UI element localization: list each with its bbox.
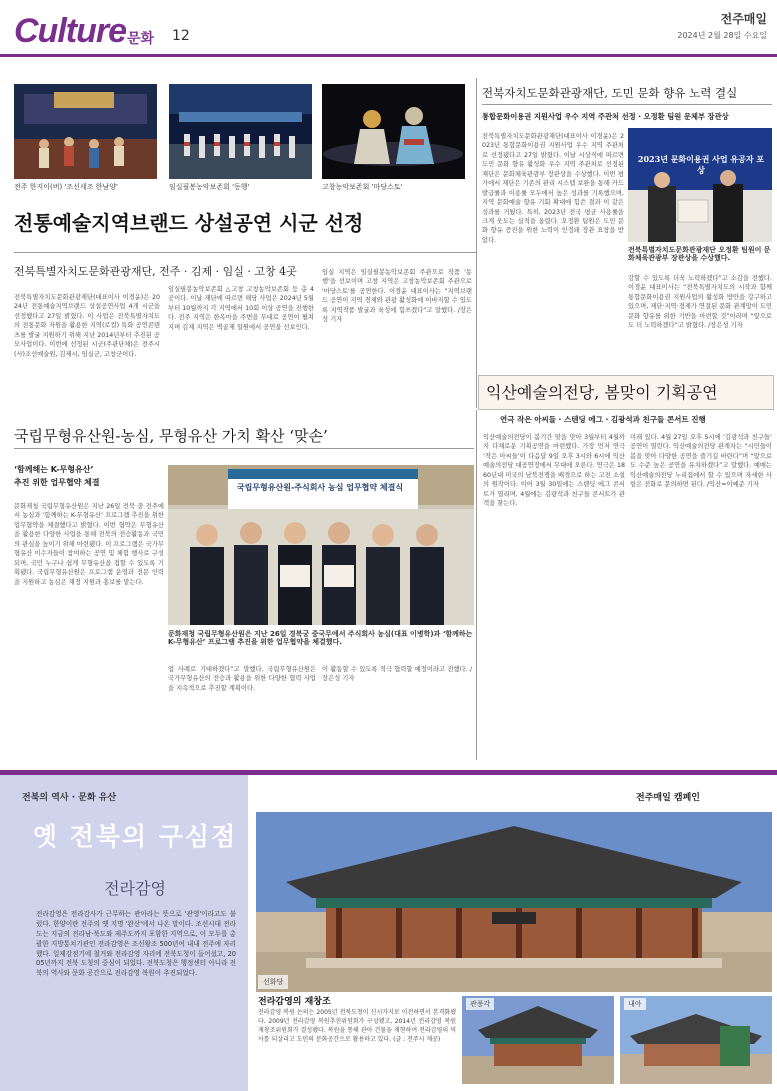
mid-body: 문화재청 국립무형유산원은 지난 26일 전북 중 전주에서 농심과 ‘함께하는 K-무형유산’ 프로그램 추진을 위한 업무협약을 체결했다고 밝혔다. 이번 협약은 무형유산을 활용한 다양한 사업을 통해 전북의 전승활동과 국민의 관심을 높이기 위해 마련됐다. 이 프로그램은 국가무형유산 이수자들이 참여하는 공연 및 체험 행사로 구성되며, 국민 누구나 쉽게 무형유산을 접할 수 있도록 기획됐다. 국립무형유산원은 프로그램 운영과 전문 인력을 지원하고 농심은 재정 지원과 홍보를 맡는다. [14,503,164,586]
photo-performance-2 [169,84,312,179]
mid-body-col2: 업 사례로 기대하겠다”고 말했다. 국립무형유산원은 국가무형유산의 전승과 활용을 위한 다양한 협력 사업을 지속적으로 추진할 계획이다. [168,666,316,692]
tag-gwanpungnu: 관풍각 [466,998,494,1010]
main-subhead: 전북특별자치도문화관광재단, 전주 · 김제 · 임실 · 고창 4곳 [14,265,297,278]
reconstruct-headline: 전라감영의 재창조 [258,997,331,1007]
photo-caption-award: 전북특별자치도문화관광재단 오정환 팀원이 문화체육관광부 장관상을 수상했다. [628,246,771,263]
photo-caption-1: 전주 한지이(버) '조선세조 한남양' [14,183,118,191]
column-divider [476,410,477,760]
photo-banner-mou: 국립무형유산원-주식회사 농심 업무협약 체결식 [236,483,404,492]
heritage-banner: 전북의 역사 · 문화 유산 [22,793,117,803]
photo-seonhwadang [256,812,772,992]
main-article-col1: 전북특별자치도문화관광재단(대표이사 이경윤)은 2024년 전통예술지역브랜드 상설공연사업 4개 시군을 선정했다고 27일 밝혔다. 이 사업은 전북특별자치도의 전통문화 자원을 활용한 지역(로컬) 특화 공연콘텐츠를 발굴 지원하기 위해 지난 2014년부터 추진된 공모사업이다. 이번에 선정된 시군(주관단체)은 전주시(사)조선예술원, 김제시, 임실군, 고창군이다. [14,294,160,358]
tag-naea: 내아 [624,998,646,1010]
photo-caption-mou: 문화재청 국립무형유산원은 지난 26일 경북궁 중국무에서 주식회사 농심(대표 이병학)과 ‘함께하는 K-무형유산’ 프로그램 추진을 위한 업무협약을 체결했다. [168,630,473,647]
iksan-body-col2: 미래 있다. 4월 27일 오후 5시에 ‘김광석과 친구들’ 공연이 열린다. 익산예술의전당 관계자는 “시민들이 봄을 맞아 다양한 공연을 즐기길 바란다”며 “앞으로도 수준 높은 공연을 유치하겠다”고 말했다. 예매는 익산예술의전당 누리집에서 할 수 있으며 자세한 사항은 전화로 문의하면 된다. /익산=이예준 기자 [630,434,772,489]
divider [14,448,474,449]
top-right-subhead: 통합문화이용권 지원사업 우수 지역 주관처 선정 · 오정환 팀원 문체부 장관상 [482,112,729,121]
mid-headline: 국립무형유산원-농심, 무형유산 가치 확산 ‘맞손’ [14,427,328,445]
top-right-headline: 전북자치도문화관광재단, 도민 문화 향유 노력 결실 [482,86,738,100]
reconstruct-body: 전라감영 복원 논의는 2005년 전북도청이 신시가지로 이전하면서 본격화됐다. 2009년 전라감영 복원추진위원회가 구성됐고, 2014년 전라감영 복원 재창조위원회가 결성됐다. 복원을 통해 관아 건물을 재현하여 전라감영의 역사를 되살리고 도민의 문화공간으로 활용하고 있다. (글 : 전주시 제공) [258,1009,456,1043]
header-rule [0,54,777,57]
section-logo: Culture [14,12,126,50]
mid-kicker: ‘함께해는 K-무형유산’ [14,465,94,474]
heritage-title: 옛 전북의 구심점 [32,822,238,851]
issue-date: 2024년 2월 28일 수요일 [677,31,767,40]
heritage-subtitle: 전라감영 [104,879,166,898]
photo-caption-3: 고창농악보존회 '마당스토' [322,183,403,191]
page-header [0,0,777,60]
tag-seonhwadang: 선화당 [258,975,288,989]
newspaper-name: 전주매일 [720,12,767,26]
divider [482,104,772,105]
iksan-subhead: 연극 작은 아씨들 · 스텐딩 에그 · 김광석과 친구들 콘서트 진행 [500,415,706,424]
top-right-col2: 강할 수 있도록 더욱 노력하겠다”고 소감을 전했다. 이경윤 대표이사는 “전북특별자치도의 시작과 함께 통합문화이용권 지원사업의 활성화 방안을 강구하고 있으며, 재단·지역·경제가 연결된 문화 관계망이 도민 문화 향유를 위한 기반을 마련할 것”이라며 “앞으로도 더 노력하겠다”고 밝혔다. /장은성 기자 [628,275,772,330]
campaign-label: 전주매일 캠페인 [636,793,700,803]
main-article-col2: 임실필봉농악보존회 △고창 고창농악보존회 등 총 4곳이다. 이날 재단에 따르면 해당 사업은 2024년 5월부터 10월까지 각 지역에서 10회 이상 공연을 진행한다. 전주 지역은 한옥마을 주변을 무대로 공연이 펼쳐지며 김제 지역은 벽골제 일원에서 공연을 선보인다. [168,286,314,331]
photo-caption-2: 임실필봉농악보존회 '동행' [169,183,250,191]
top-right-body: 전북특별자치도문화관광재단(대표이사 이경윤)은 2023년 통합문화이용권 지원사업 우수 지역 주관처로 선정됐다고 27일 밝혔다. 이날 시상식에 따르면 도민 문화 향유 활성화 우수 지역 주관처로 선정된 재단은 문화체육관광부 장관상을 수상했다. 이번 평가에서 재단은 기존의 관리 시스템 보완을 통해 카드 발급률과 이용률 모두에서 높은 성과를 기록했으며, 지역 문화예술 향유 기회 확대에 힘쓴 결과 이 같은 성과를 거뒀다. 특히, 2023년 전국 평균 사용률을 크게 웃도는 실적을 올렸다. 오정환 팀원은 도민 문화 향유 증진을 위한 노력이 인정돼 장관 표창을 받았다. [482,133,624,244]
iksan-body-col1: 익산예술의전당이 봄기간 맞을 맞아 3월부터 4월까지 다채로운 기획공연을 마련했다. 가장 먼저 연극 ‘작은 아씨들’이 다음달 9일 오후 3시와 6시에 익산예술의전당 대공연장에서 무대에 오른다. 연극은 1860년대 미국의 남북전쟁을 배경으로 하는 고전 소설의 원작이다. 이어 3월 30일에는 스탠딩 에그 콘서트가 열리며, 4월에는 김광석과 친구들 콘서트가 관객을 찾는다. [483,434,625,508]
photo-award-ceremony [628,128,772,242]
mid-body-col3: 이 활동할 수 있도록 적극 협력할 예정이라고 전했다. /장은성 기자 [322,666,472,683]
heritage-body: 전라감영은 전라감사가 근무하는 관아라는 뜻으로 '관영'이라고도 불렀다. 한양이란 전주의 옛 지명 '완산'에서 나온 말이다. 조선시대 전라도는 지금의 전라남·북도와 제주도까지 포함한 지역으로, 이 모두를 총괄한 지방통치기관인 전라감영은 조선왕조 500년여 내내 전주에 자리했다. 일제강점기에 철거와 전라감영 자리에 전북도청이 들어섰고, 2005년까지 전북 도청의 중심이 되었다. 전북도청은 행정센터 아니라 전북의 역사와 문화 공간으로 전라감영 복원이 추진되었다. [36,910,236,978]
photo-performance-3 [322,84,465,179]
iksan-headline: 익산예술의전당, 봄맞이 기획공연 [486,383,718,402]
page-number: 12 [172,28,190,44]
column-divider [476,78,477,408]
main-article-col3: 임실 지역은 임실필봉농악보존회 주관으로 작품 '동행'을 선보이며 고창 지역은 고창농악보존회 주관으로 '마당스토'를 공연한다. 이경윤 대표이사는 “지역브랜드 공연이 지역 경제와 관광 활성화에 이바지할 수 있도록 지역작품 발굴과 육성에 힘쓰겠다”고 말했다. /장은성 기자 [322,269,472,324]
divider [14,252,476,253]
photo-performance-1 [14,84,157,179]
mid-kicker-2: 추진 위한 업무협약 체결 [14,478,100,487]
section-name: 문화 [127,31,155,47]
photo-banner-text: 2023년 문화이용권 사업 유공자 포상 [637,154,765,175]
main-headline: 전통예술지역브랜드 상설공연 시군 선정 [14,211,364,235]
